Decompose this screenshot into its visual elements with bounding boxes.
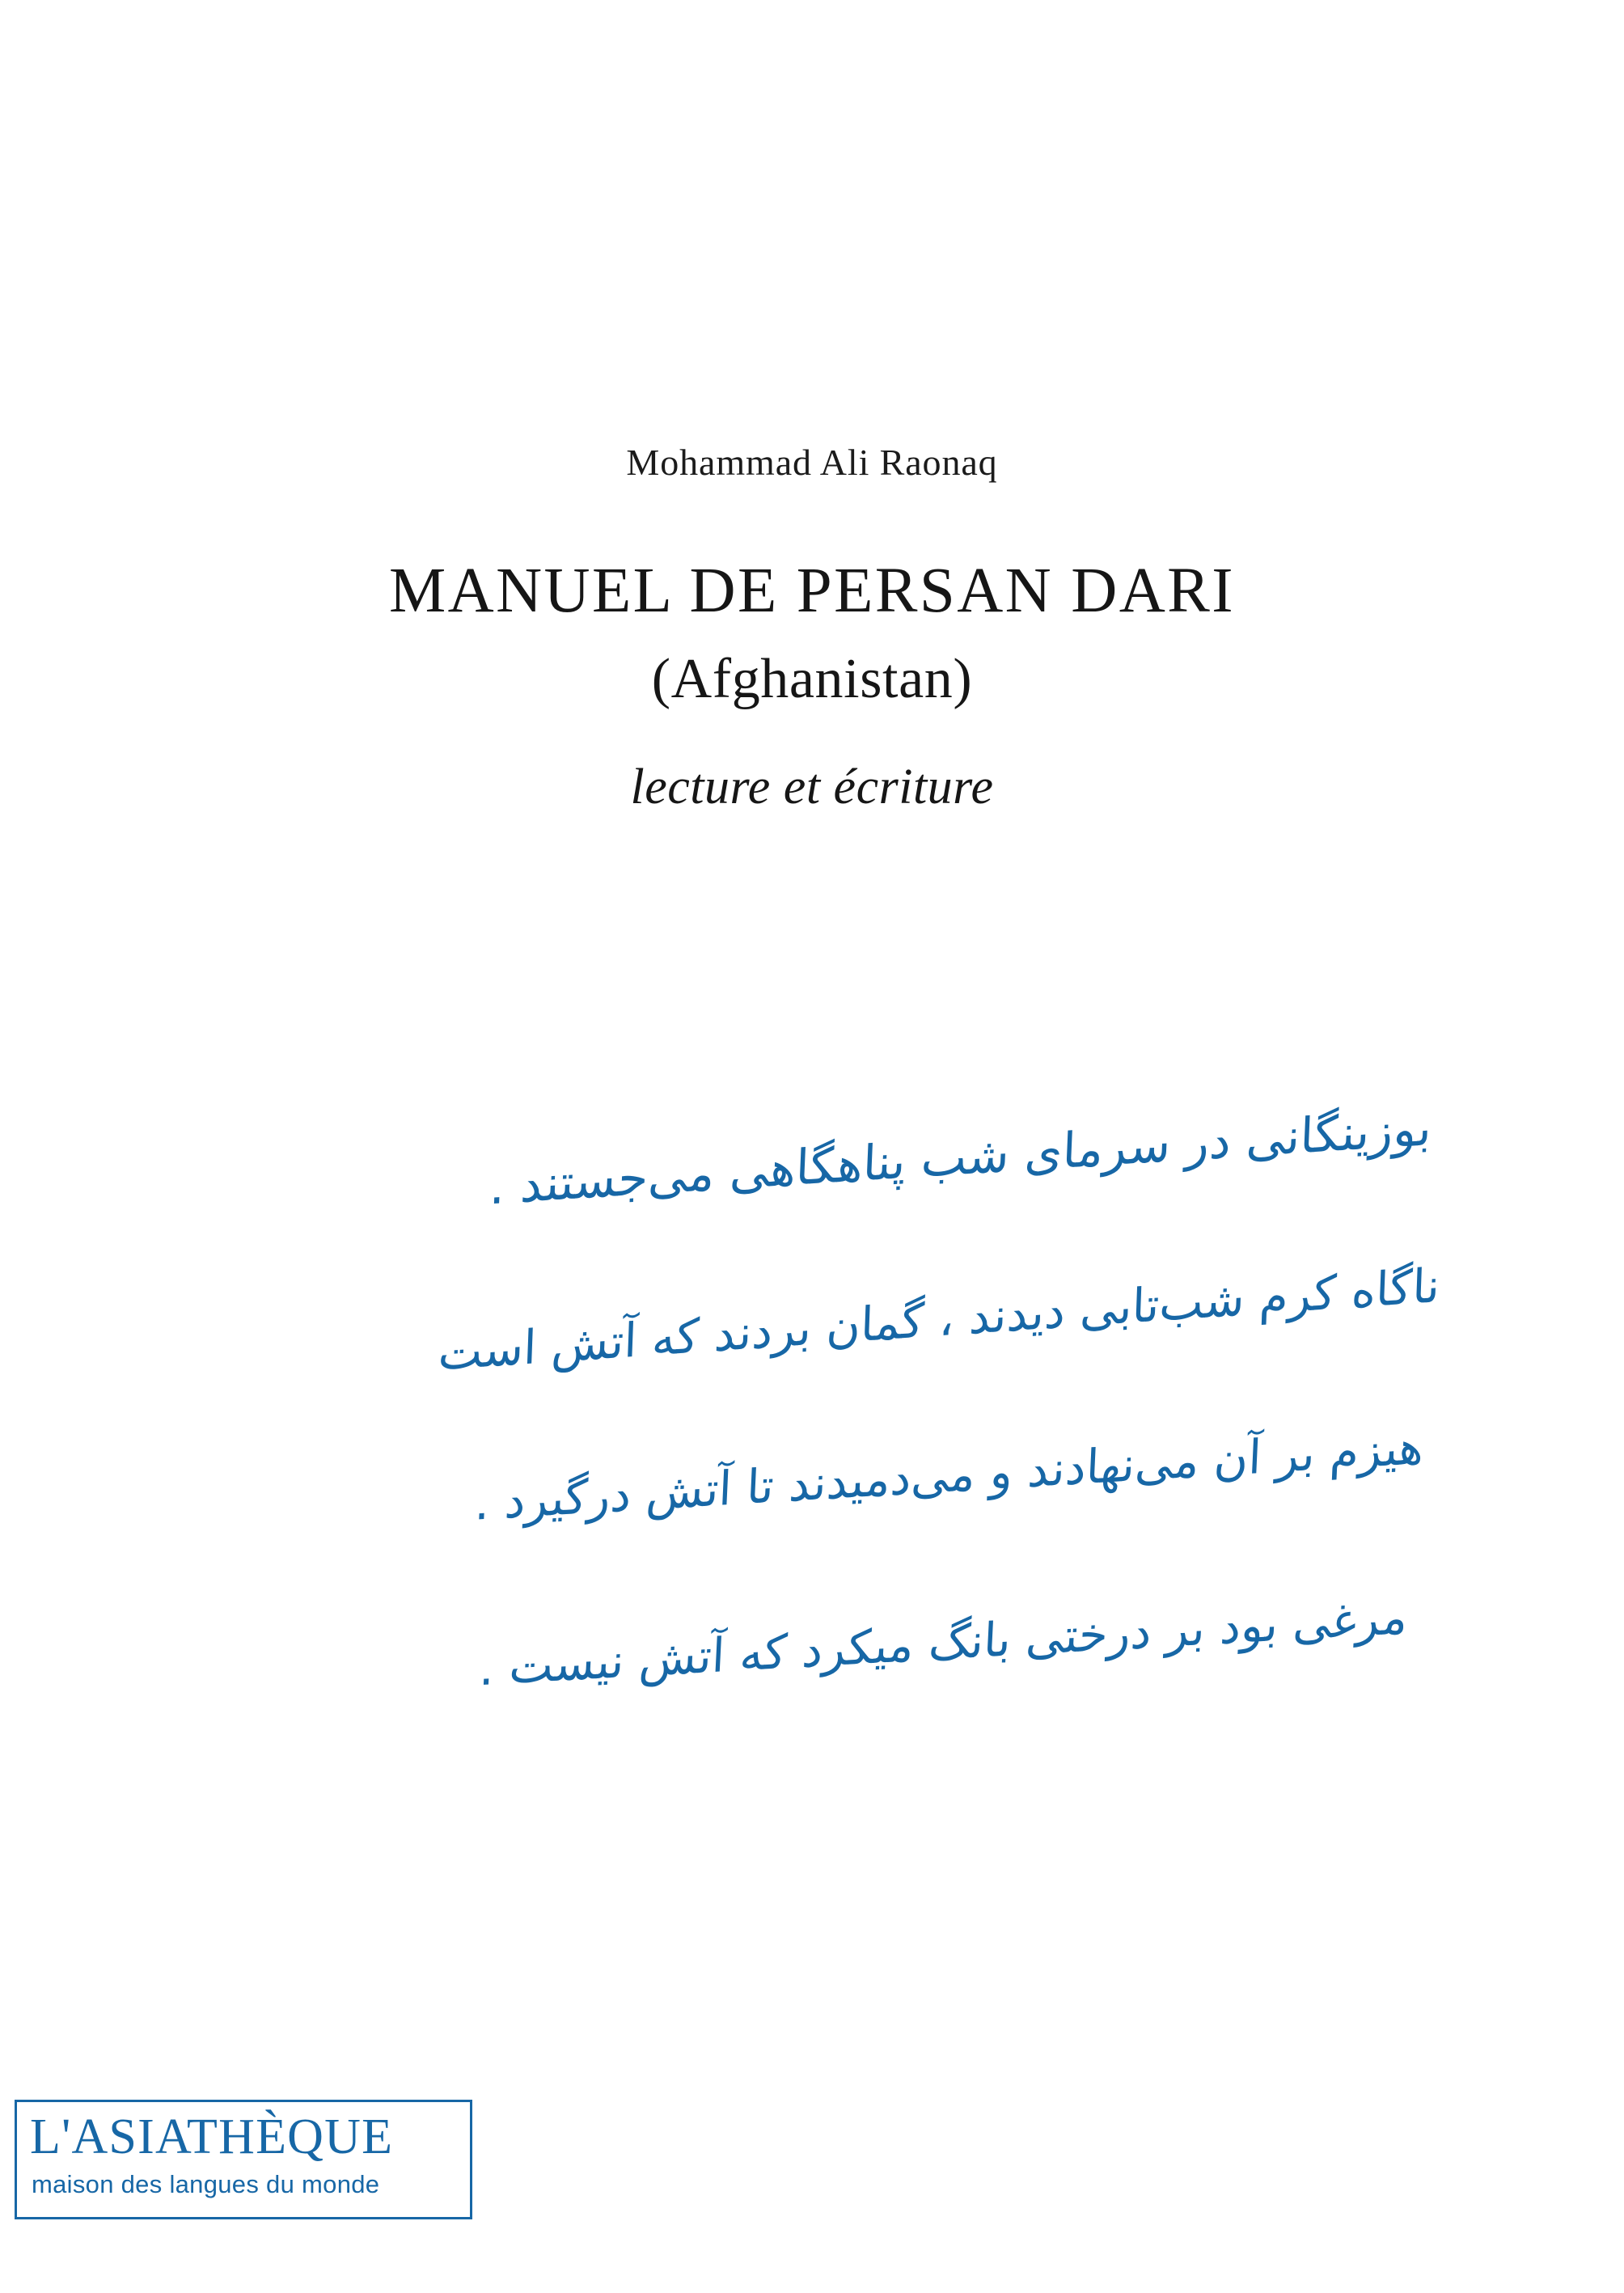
author-name: Mohammad Ali Raonaq xyxy=(626,442,998,483)
tagline: lecture et écriture xyxy=(630,759,994,814)
calligraphy-line: هیزم بر آن می‌نهادند و می‌دمیدند تا آتش درگیرد . xyxy=(473,1419,1425,1531)
calligraphy-artwork xyxy=(243,1088,1440,1775)
title-block xyxy=(0,441,1624,816)
page-title: MANUEL DE PERSAN DARI xyxy=(389,556,1235,626)
calligraphy-line: بوزینگانی در سرمای شب پناهگاهی می‌جستند . xyxy=(488,1099,1433,1216)
subtitle: (Afghanistan) xyxy=(651,648,973,710)
calligraphy-line: ناگاه کرم شب‌تابی دیدند ، گمان بردند که آتش است xyxy=(437,1257,1441,1381)
publisher-logo xyxy=(15,2100,472,2219)
calligraphy-line: مرغی بود بر درختی بانگ میکرد که آتش نیست . xyxy=(477,1589,1409,1697)
publisher-tagline: maison des langues du monde xyxy=(32,2170,380,2198)
publisher-name: L'ASIATHÈQUE xyxy=(30,2109,394,2164)
